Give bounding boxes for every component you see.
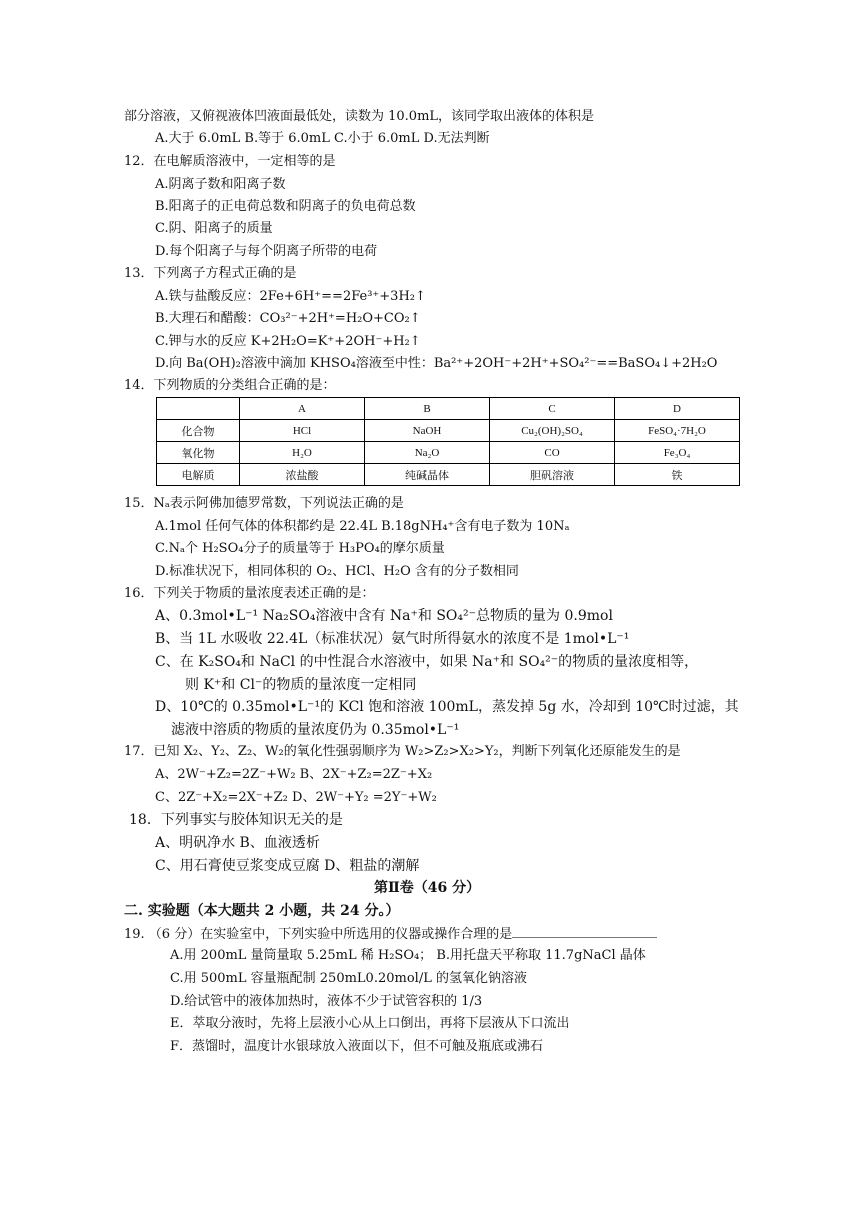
table-cell: H₂O — [240, 442, 365, 464]
q15-option-c: C.Nₐ个 H₂SO₄分子的质量等于 H₃PO₄的摩尔质量 — [155, 541, 445, 556]
table-cell: 纯碱晶体 — [365, 464, 490, 486]
table-cell: NaOH — [365, 420, 490, 442]
q19-option-c: C.用 500mL 容量瓶配制 250mL0.20mol/L 的氢氧化钠溶液 — [170, 971, 527, 986]
q15-options-ab: A.1mol 任何气体的体积都约是 22.4L B.18gNH₄⁺含有电子数为 10Nₐ — [155, 519, 570, 534]
q19-option-d: D.给试管中的液体加热时，液体不少于试管容积的 1/3 — [170, 994, 483, 1009]
q13-option-a: A.铁与盐酸反应：2Fe+6H⁺==2Fe³⁺+3H₂↑ — [155, 289, 426, 304]
q13-option-d: D.向 Ba(OH)₂溶液中滴加 KHSO₄溶液至中性：Ba²⁺+2OH⁻+2H⁺+SO₄²⁻==BaSO₄↓+2H₂O — [155, 356, 718, 371]
q17-options-cd: C、2Z⁻+X₂=2X⁻+Z₂ D、2W⁻+Y₂ =2Y⁻+W₂ — [155, 790, 437, 805]
table-header-row — [157, 398, 740, 420]
table-cell: 铁 — [615, 464, 740, 486]
table-cell: B — [365, 398, 490, 420]
q19-option-f: F．蒸馏时，温度计水银球放入液面以下，但不可触及瓶底或沸石 — [170, 1039, 544, 1054]
q17-options-ab: A、2W⁻+Z₂=2Z⁻+W₂ B、2X⁻+Z₂=2Z⁻+X₂ — [155, 767, 433, 782]
q11-stem-tail: 部分溶液，又俯视液体凹液面最低处，读数为 10.0mL，该同学取出液体的体积是 — [124, 109, 595, 124]
q11-options: A.大于 6.0mL B.等于 6.0mL C.小于 6.0mL D.无法判断 — [155, 131, 490, 146]
table-row — [157, 442, 740, 464]
table-cell: C — [490, 398, 615, 420]
table-row — [157, 420, 740, 442]
q13-option-c: C.钾与水的反应 K+2H₂O=K⁺+2OH⁻+H₂↑ — [155, 334, 421, 349]
q16-option-d: D、10℃的 0.35mol•L⁻¹的 KCl 饱和溶液 100mL，蒸发掉 5g 水，冷却到 10℃时过滤，其 — [155, 699, 739, 715]
q16-option-c: C、在 K₂SO₄和 NaCl 的中性混合水溶液中，如果 Na⁺和 SO₄²⁻的物质的量浓度相等， — [155, 654, 699, 670]
table-cell: A — [240, 398, 365, 420]
q12-stem: 12．在电解质溶液中，一定相等的是 — [124, 154, 336, 169]
q12-option-c: C.阴、阳离子的质量 — [155, 221, 273, 236]
part-two-title: 第Ⅱ卷（46 分） — [374, 880, 481, 896]
table-row — [157, 464, 740, 486]
q15-option-d: D.标准状况下，相同体积的 O₂、HCl、H₂O 含有的分子数相同 — [155, 564, 519, 579]
answer-blank[interactable] — [512, 925, 657, 938]
table-cell: FeSO₄·7H₂O — [615, 420, 740, 442]
table-cell: Fe₃O₄ — [615, 442, 740, 464]
q13-stem: 13．下列离子方程式正确的是 — [124, 266, 297, 281]
q18-options-ab: A、明矾净水 B、血液透析 — [155, 835, 320, 851]
q18-options-cd: C、用石膏使豆浆变成豆腐 D、粗盐的潮解 — [155, 858, 420, 874]
table-cell: Na₂O — [365, 442, 490, 464]
table-cell: CO — [490, 442, 615, 464]
table-cell: 化合物 — [157, 420, 240, 442]
q15-stem: 15．Nₐ表示阿佛加德罗常数，下列说法正确的是 — [124, 496, 404, 511]
table-cell: Cu₂(OH)₂SO₄ — [490, 420, 615, 442]
q16-option-a: A、0.3mol•L⁻¹ Na₂SO₄溶液中含有 Na⁺和 SO₄²⁻总物质的量为 0.9mol — [155, 608, 613, 624]
q17-stem: 17．已知 X₂、Y₂、Z₂、W₂的氧化性强弱顺序为 W₂>Z₂>X₂>Y₂，判断下列氧化还原能发生的是 — [124, 744, 681, 759]
q13-option-b: B.大理石和醋酸：CO₃²⁻+2H⁺=H₂O+CO₂↑ — [155, 311, 421, 326]
table-cell: 电解质 — [157, 464, 240, 486]
table-cell: D — [615, 398, 740, 420]
q16-stem: 16．下列关于物质的量浓度表述正确的是： — [124, 586, 375, 601]
table-cell: 浓盐酸 — [240, 464, 365, 486]
q16-option-d-cont: 滤液中溶质的物质的量浓度仍为 0.35mol•L⁻¹ — [171, 722, 460, 738]
classification-table — [156, 397, 740, 486]
table-cell: HCl — [240, 420, 365, 442]
q12-option-d: D.每个阳离子与每个阴离子所带的电荷 — [155, 244, 378, 259]
table-cell — [157, 398, 240, 420]
q19-option-e: E．萃取分液时，先将上层液小心从上口倒出，再将下层液从下口流出 — [170, 1016, 570, 1031]
q16-option-b: B、当 1L 水吸收 22.4L（标准状况）氨气时所得氨水的浓度不是 1mol•L⁻¹ — [155, 631, 630, 647]
q12-option-b: B.阳离子的正电荷总数和阴离子的负电荷总数 — [155, 199, 416, 214]
q18-stem: 18．下列事实与胶体知识无关的是 — [129, 812, 343, 828]
q16-option-c-cont: 则 K⁺和 Cl⁻的物质的量浓度一定相同 — [185, 677, 417, 693]
q19-options-ab: A.用 200mL 量筒量取 5.25mL 稀 H₂SO₄； B.用托盘天平称取 11.7gNaCl 晶体 — [170, 948, 646, 963]
table-cell: 胆矾溶液 — [490, 464, 615, 486]
q14-stem: 14．下列物质的分类组合正确的是： — [124, 378, 336, 393]
q19-stem-text: 19. （6 分）在实验室中，下列实验中所选用的仪器或操作合理的是 — [124, 927, 513, 942]
table-cell: 氧化物 — [157, 442, 240, 464]
q12-option-a: A.阴离子数和阳离子数 — [155, 177, 286, 192]
section-two-heading: 二. 实验题（本大题共 2 小题，共 24 分。） — [124, 903, 400, 919]
q19-stem — [124, 925, 657, 944]
